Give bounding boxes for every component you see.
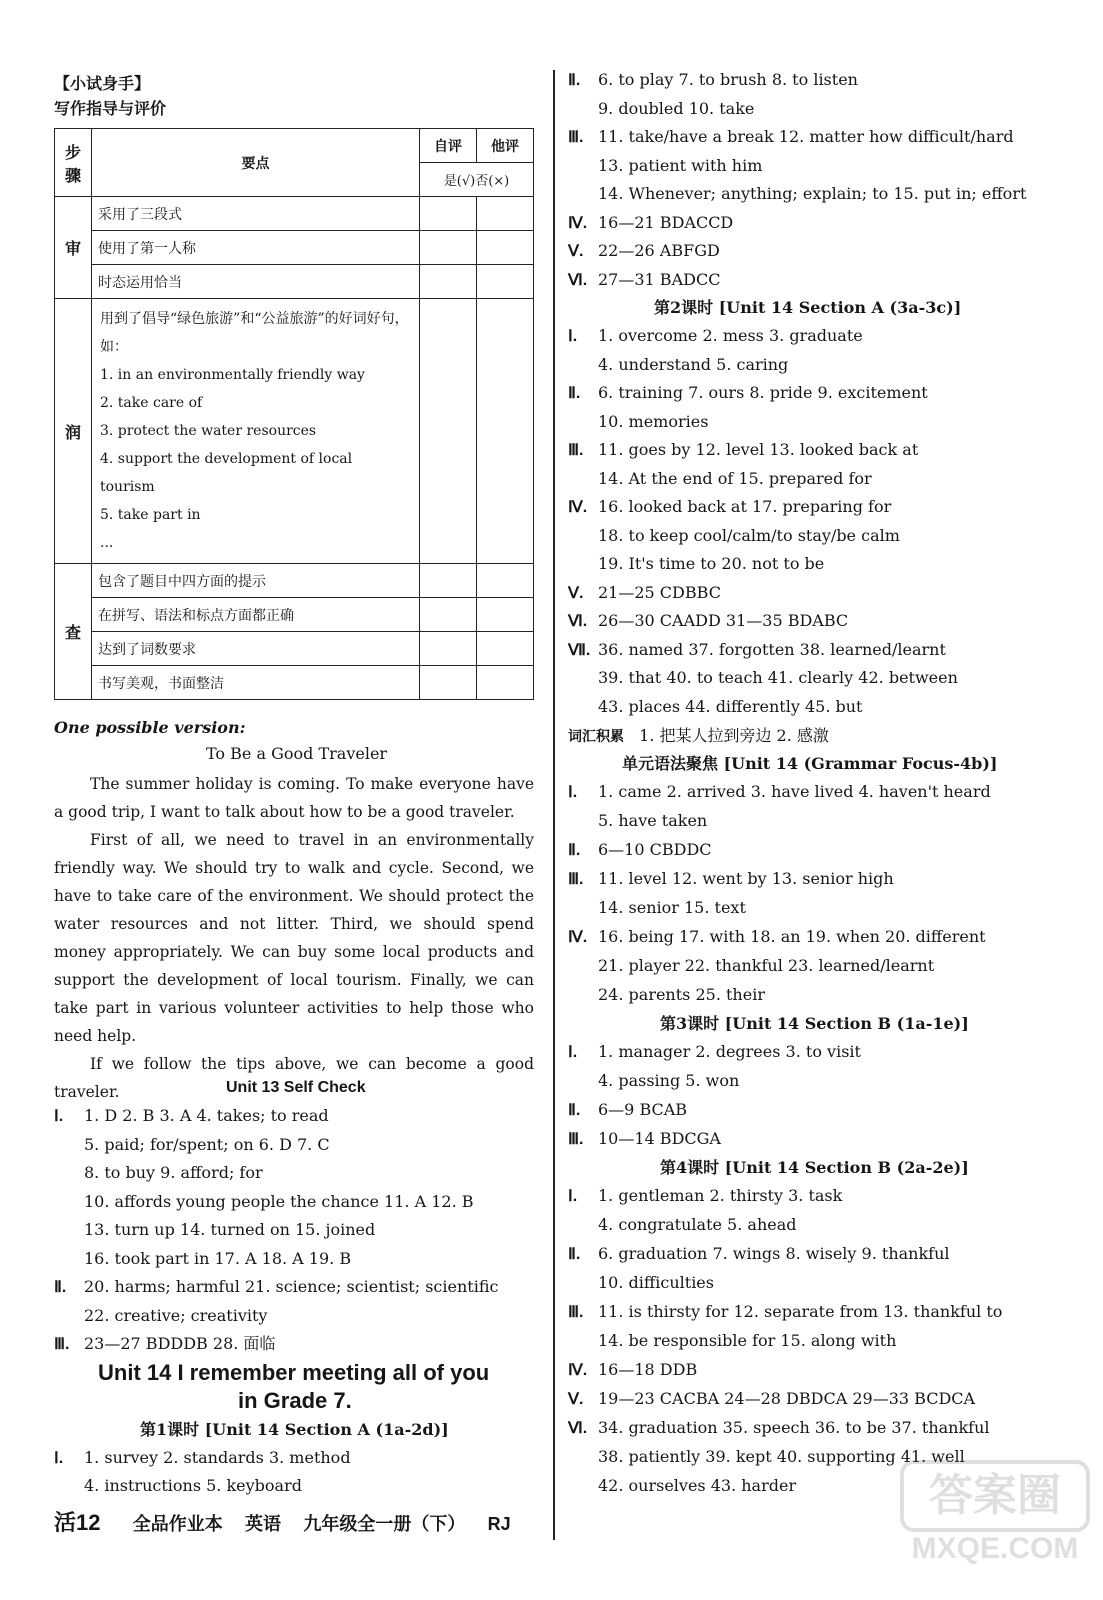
answer-text: 11. is thirsty for 12. separate from 13. thankful to: [598, 1302, 1003, 1321]
answer-line: [568, 1476, 796, 1496]
vocab-label: 词汇积累: [568, 729, 624, 745]
lesson1-title: 第1课时 [Unit 14 Section A (1a-2d)]: [140, 1420, 449, 1439]
answer-text: 21. player 22. thankful 23. learned/learnt: [598, 956, 935, 975]
rubric-col-self: 自评: [420, 129, 477, 163]
answer-line: [54, 1163, 263, 1183]
peer-check-cell: [477, 564, 534, 598]
section-number: Ⅳ.: [568, 214, 588, 232]
section-number: Ⅲ.: [568, 442, 584, 459]
answer-line: [568, 355, 788, 375]
section-number: Ⅱ.: [568, 72, 581, 89]
answer-line: [568, 127, 1014, 148]
page-footer: [54, 1506, 511, 1537]
self-check-cell: [420, 632, 477, 666]
answer-line: [568, 782, 991, 803]
section-number: Ⅳ.: [568, 1362, 588, 1379]
answer-text: 10. memories: [598, 411, 709, 431]
self-check-cell: [420, 197, 477, 231]
rubric-item: 使用了第一人称: [92, 231, 420, 265]
essay-label: One possible version:: [54, 718, 246, 737]
rubric-item: 包含了题目中四方面的提示: [92, 564, 420, 598]
answer-line: [568, 383, 928, 404]
section-number: Ⅰ.: [54, 1450, 64, 1467]
answer-text: 13. turn up 14. turned on 15. joined: [84, 1220, 376, 1239]
answer-text: 20. harms; harmful 21. science; scientist; scientific: [84, 1277, 499, 1296]
self-check-cell: [420, 299, 477, 564]
answer-line: [568, 440, 918, 461]
answer-line: [568, 1273, 714, 1293]
column-divider: [553, 70, 555, 1540]
answer-line: [54, 1448, 351, 1469]
answer-line: [568, 927, 986, 948]
rubric-step-review: 审: [55, 197, 92, 299]
rubric-col-step: 步骤: [55, 129, 92, 197]
answer-line: [568, 1418, 990, 1439]
rubric-heading: 写作指导与评价: [54, 99, 167, 118]
answer-text: 21—25 CDBBC: [598, 582, 721, 602]
answer-line: [54, 1135, 330, 1155]
section-number: Ⅱ.: [568, 842, 581, 859]
answer-text: 14. be responsible for 15. along with: [598, 1331, 897, 1350]
answer-text: 13. patient with him: [598, 155, 763, 175]
unit14-title-line2: in Grade 7.: [238, 1388, 352, 1413]
answer-text: 23—27 BDDDB 28. 面临: [84, 1334, 276, 1353]
section-number: Ⅰ.: [568, 1188, 578, 1205]
answer-text: 34. graduation 35. speech 36. to be 37. thankful: [598, 1418, 990, 1437]
answer-line: [568, 811, 707, 831]
rubric-col-points: 要点: [92, 129, 420, 197]
answer-text: 14. Whenever; anything; explain; to 15. put in; effort: [598, 184, 1027, 203]
section-number: Ⅱ.: [568, 385, 581, 402]
answer-text: 10. difficulties: [598, 1273, 714, 1292]
answer-text: 1. survey 2. standards 3. method: [84, 1448, 351, 1467]
answer-line: [568, 1042, 861, 1063]
answer-text: 4. congratulate 5. ahead: [598, 1215, 797, 1234]
answer-text: 24. parents 25. their: [598, 985, 765, 1004]
answer-text: 10. affords young people the chance 11. A 12. B: [84, 1191, 474, 1211]
answer-text: 11. take/have a break 12. matter how difficult/hard: [598, 127, 1014, 146]
unit14-title-line1: Unit 14 I remember meeting all of you: [98, 1360, 490, 1385]
book-name: 全品作业本: [132, 1514, 223, 1535]
answer-line: [568, 1302, 1002, 1323]
answer-text: 43. places 44. differently 45. but: [598, 696, 863, 716]
rubric-item: 达到了词数要求: [92, 632, 420, 666]
peer-check-cell: [477, 598, 534, 632]
rubric-item: 书写美观，书面整洁: [92, 666, 420, 700]
answer-line: [568, 869, 894, 890]
rubric-phrase: 5. take part in: [100, 507, 201, 523]
answer-text: 19—23 CACBA 24—28 DBDCA 29—33 BCDCA: [598, 1389, 976, 1408]
section-number: Ⅲ.: [568, 1131, 584, 1148]
rubric-mark-legend: 是(√)否(×): [420, 163, 534, 197]
answer-line: [568, 70, 858, 91]
answer-text: 27—31 BADCC: [598, 269, 721, 289]
answer-text: 16—21 BDACCD: [598, 212, 734, 232]
answer-line: [568, 697, 862, 717]
grammar-title: 单元语法聚焦 [Unit 14 (Grammar Focus-4b)]: [622, 754, 998, 773]
self-check-cell: [420, 598, 477, 632]
grade-name: 九年级全一册（下）: [303, 1514, 466, 1535]
answer-line: [54, 1249, 351, 1269]
section-number: Ⅱ.: [568, 1102, 581, 1119]
answer-line: [568, 270, 720, 291]
self-check-cell: [420, 265, 477, 299]
section-number: Ⅱ.: [568, 1246, 581, 1263]
section-number: Ⅲ.: [568, 1304, 584, 1321]
essay-paragraph: If we follow the tips above, we can become a good traveler.: [54, 1055, 534, 1101]
answer-text: 6—9 BCAB: [598, 1100, 688, 1119]
answer-line: [568, 1331, 896, 1351]
answer-line: [568, 1100, 687, 1121]
section-number: Ⅱ.: [54, 1279, 67, 1296]
peer-check-cell: [477, 666, 534, 700]
answer-line: [54, 1476, 302, 1496]
answer-line: [568, 326, 863, 347]
answer-line: [568, 526, 900, 546]
section-number: Ⅴ.: [568, 1391, 584, 1408]
section-number: Ⅴ.: [568, 243, 584, 260]
answer-text: 5. have taken: [598, 811, 708, 830]
lesson2-title: 第2课时 [Unit 14 Section A (3a-3c)]: [654, 298, 962, 317]
essay-paragraph: The summer holiday is coming. To make everyone have a good trip, I want to talk about how to be a good traveler.: [54, 775, 534, 821]
answer-line: [568, 554, 824, 574]
rubric-phrase: ...: [100, 535, 114, 551]
watermark-logo: [900, 1460, 1090, 1590]
self-check-cell: [420, 564, 477, 598]
section-number: Ⅰ.: [54, 1108, 64, 1125]
answer-line: [568, 1244, 950, 1265]
writing-rubric-table: [54, 128, 534, 700]
answer-text: 1. manager 2. degrees 3. to visit: [598, 1042, 861, 1061]
essay-title: To Be a Good Traveler: [206, 744, 388, 763]
lesson4-title: 第4课时 [Unit 14 Section B (2a-2e)]: [660, 1158, 969, 1177]
answer-text: 39. that 40. to teach 41. clearly 42. between: [598, 668, 958, 687]
rubric-polish-cell: [92, 299, 420, 564]
rubric-item: 在拼写、语法和标点方面都正确: [92, 598, 420, 632]
answer-line: [54, 1306, 267, 1326]
answer-text: 16—18 DDB: [598, 1360, 698, 1379]
answer-line: [568, 241, 720, 262]
answer-line: [568, 956, 934, 976]
section-number: Ⅵ.: [568, 1420, 588, 1437]
answer-text: 5. paid; for/spent; on 6. D 7. C: [84, 1134, 330, 1154]
section-number: Ⅳ.: [568, 929, 588, 946]
watermark-domain: MXQE.COM: [911, 1532, 1079, 1565]
answer-text: 16. being 17. with 18. an 19. when 20. different: [598, 927, 986, 946]
answer-line: [568, 898, 746, 918]
lesson3-title: 第3课时 [Unit 14 Section B (1a-1e)]: [660, 1014, 969, 1033]
answer-text: 42. ourselves 43. harder: [598, 1476, 797, 1495]
answer-text: 14. At the end of 15. prepared for: [598, 468, 872, 488]
answer-line: [568, 611, 848, 632]
answer-text: 9. doubled 10. take: [598, 98, 755, 118]
answer-text: 1. came 2. arrived 3. have lived 4. haven't heard: [598, 782, 991, 801]
rubric-item: 时态运用恰当: [92, 265, 420, 299]
rubric-phrase: 3. protect the water resources: [100, 423, 317, 439]
peer-check-cell: [477, 265, 534, 299]
answer-text: 6. training 7. ours 8. pride 9. excitement: [598, 383, 928, 402]
section-number: Ⅲ.: [568, 871, 584, 888]
answer-line: [568, 1186, 842, 1207]
section-number: Ⅲ.: [54, 1336, 70, 1353]
section-number: Ⅰ.: [568, 328, 578, 345]
section-number: Ⅶ.: [568, 641, 591, 659]
answer-text: 1. overcome 2. mess 3. graduate: [598, 326, 863, 345]
rubric-step-polish: 润: [55, 299, 92, 564]
subject-name: 英语: [245, 1514, 282, 1535]
section-number: Ⅳ.: [568, 499, 588, 516]
section-number: Ⅵ.: [568, 613, 588, 630]
section-number: Ⅲ.: [568, 129, 584, 146]
answer-line: [568, 184, 1026, 204]
answer-text: 8. to buy 9. afford; for: [84, 1163, 263, 1182]
rubric-item: 采用了三段式: [92, 197, 420, 231]
rubric-polish-intro: 用到了倡导“绿色旅游”和“公益旅游”的好词好句，如：: [100, 311, 409, 355]
answer-line: [54, 1277, 498, 1298]
section-number: Ⅰ.: [568, 784, 578, 801]
watermark-text: 答案圈: [900, 1460, 1090, 1532]
answer-text: 6. graduation 7. wings 8. wisely 9. thankful: [598, 1244, 950, 1263]
answer-line: [54, 1106, 329, 1127]
answer-text: 18. to keep cool/calm/to stay/be calm: [598, 525, 900, 545]
vocab-text: 1. 把某人拉到旁边 2. 感激: [639, 726, 829, 745]
self-check-cell: [420, 666, 477, 700]
answer-line: [568, 1215, 797, 1235]
rubric-phrase: 2. take care of: [100, 395, 203, 411]
answer-text: 11. goes by 12. level 13. looked back at: [598, 440, 919, 459]
answer-text: 19. It's time to 20. not to be: [598, 554, 825, 573]
rubric-phrase: 4. support the development of local tourism: [100, 451, 353, 495]
answer-line: [54, 1192, 474, 1212]
answer-line: [568, 1389, 975, 1410]
essay-paragraph: First of all, we need to travel in an environmentally friendly way. We should try to walk and cycle. Second, we have to take care of the environment. We should protect the water resources and not litter. Third, we should spend money appropriately. We can buy some local products and support the development of local tourism. Finally, we can take part in various volunteer activities to help those who need help.: [54, 831, 534, 1045]
answer-line: [568, 497, 891, 518]
peer-check-cell: [477, 632, 534, 666]
peer-check-cell: [477, 299, 534, 564]
answer-text: 38. patiently 39. kept 40. supporting 41. well: [598, 1447, 965, 1466]
answer-text: 26—30 CAADD 31—35 BDABC: [598, 611, 849, 630]
answer-text: 22. creative; creativity: [84, 1305, 268, 1325]
answer-text: 6. to play 7. to brush 8. to listen: [598, 70, 858, 89]
peer-check-cell: [477, 197, 534, 231]
answer-line: [568, 1360, 697, 1381]
rubric-step-check: 查: [55, 564, 92, 700]
answer-line: [54, 1334, 275, 1355]
rubric-col-peer: 他评: [477, 129, 534, 163]
vocab-row: [568, 726, 829, 747]
trial-heading: 【小试身手】: [54, 74, 151, 93]
answer-text: 4. understand 5. caring: [598, 354, 789, 374]
answer-text: 4. instructions 5. keyboard: [84, 1476, 302, 1495]
section-number: Ⅴ.: [568, 584, 584, 602]
answer-line: [568, 156, 762, 176]
edition-code: RJ: [487, 1514, 511, 1534]
answer-line: [568, 640, 946, 661]
answer-line: [568, 583, 721, 604]
answer-text: 1. gentleman 2. thirsty 3. task: [598, 1186, 843, 1205]
answer-line: [54, 1220, 375, 1240]
answer-line: [568, 1129, 721, 1150]
answer-line: [568, 985, 765, 1005]
answer-text: 6—10 CBDDC: [598, 840, 712, 859]
answer-line: [568, 99, 754, 119]
answer-text: 36. named 37. forgotten 38. learned/learnt: [598, 639, 946, 659]
essay-body: [54, 770, 534, 1106]
section-number: Ⅰ.: [568, 1044, 578, 1061]
rubric-phrase: 1. in an environmentally friendly way: [100, 367, 365, 383]
answer-line: [568, 1071, 739, 1091]
answer-text: 14. senior 15. text: [598, 898, 746, 917]
answer-text: 22—26 ABFGD: [598, 241, 720, 260]
answer-text: 11. level 12. went by 13. senior high: [598, 869, 894, 888]
section-number: Ⅵ.: [568, 271, 588, 289]
page-number: 活12: [54, 1510, 101, 1535]
answer-line: [568, 840, 712, 861]
answer-text: 16. took part in 17. A 18. A 19. B: [84, 1248, 352, 1268]
answer-line: [568, 469, 872, 489]
peer-check-cell: [477, 231, 534, 265]
answer-text: 4. passing 5. won: [598, 1071, 740, 1090]
self-check-cell: [420, 231, 477, 265]
answer-text: 16. looked back at 17. preparing for: [598, 497, 892, 516]
self-check-title: Unit 13 Self Check: [226, 1079, 366, 1096]
answer-line: [568, 668, 958, 688]
answer-text: 10—14 BDCGA: [598, 1129, 721, 1148]
answer-text: 1. D 2. B 3. A 4. takes; to read: [84, 1106, 329, 1125]
answer-line: [568, 213, 733, 234]
answer-line: [568, 412, 708, 432]
